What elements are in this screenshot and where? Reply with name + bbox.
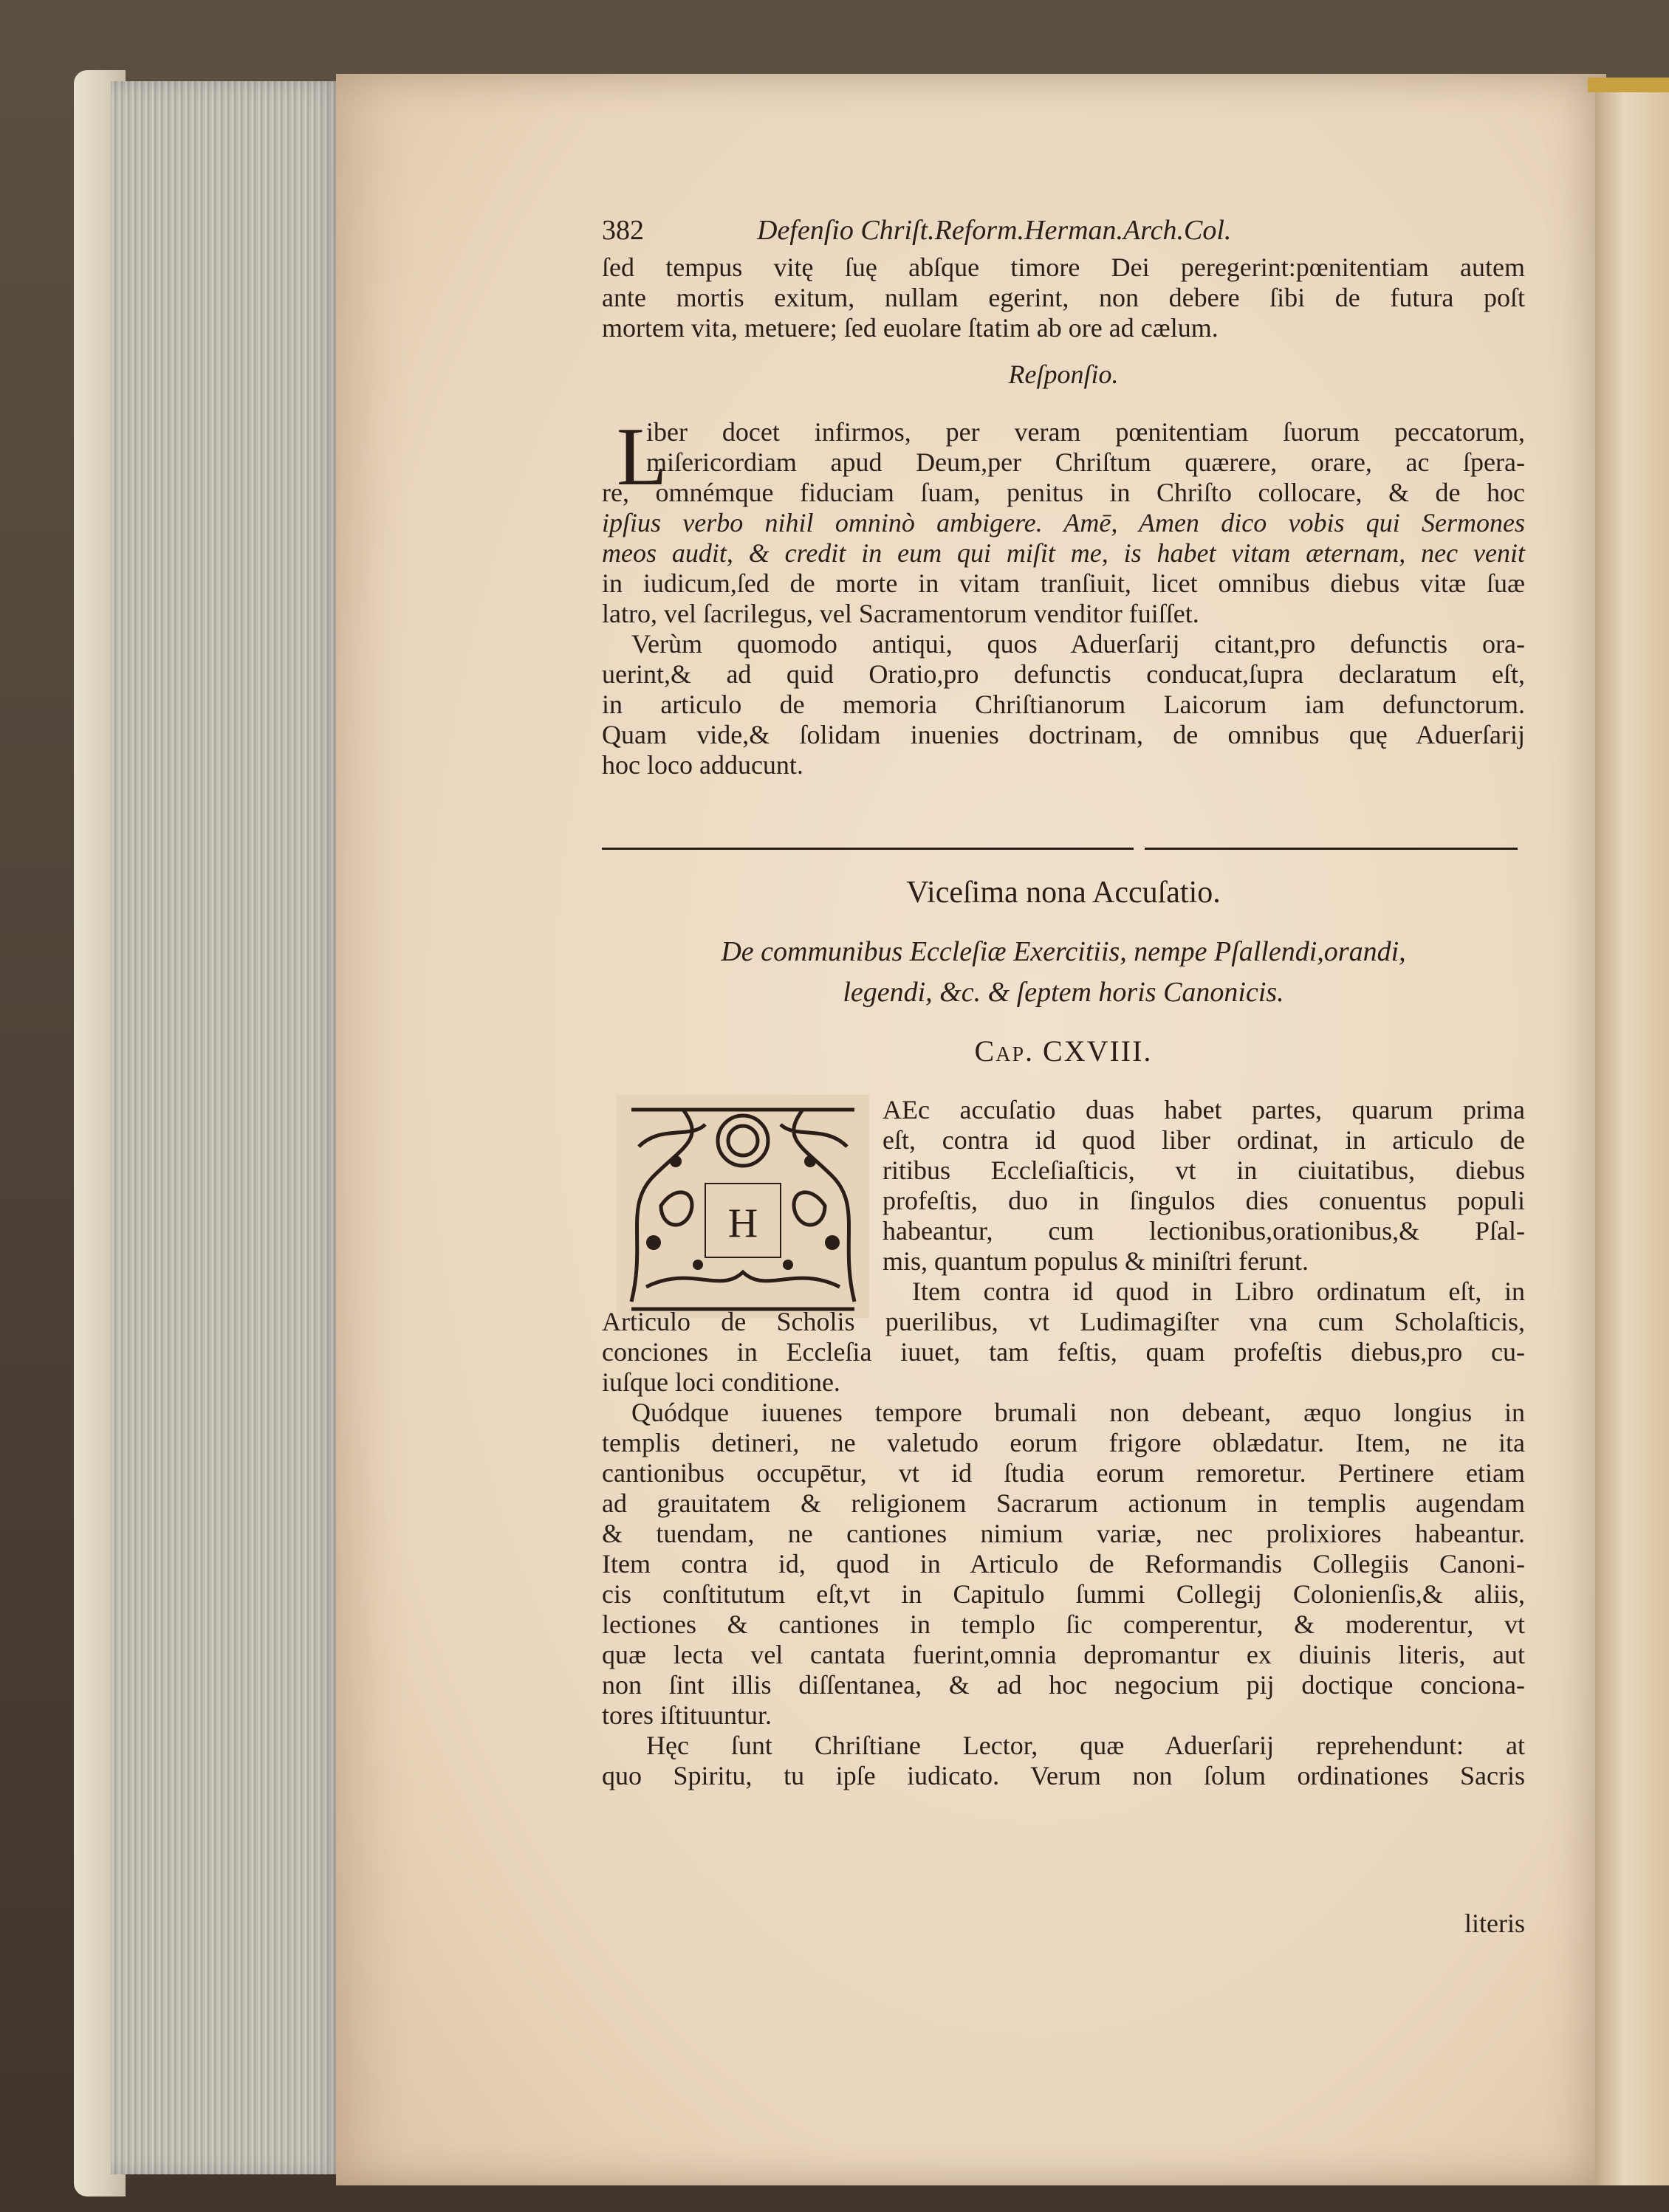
text-line: in iudicum,ſed de morte in vitam tranſiuit, licet omnibus diebus vitæ ſuæ	[602, 569, 1525, 598]
text-block-3-beside-initial	[883, 1095, 1525, 1307]
text-line: ad grauitatem & religionem Sacrarum actionum in templis augendam	[602, 1488, 1525, 1518]
text-line: ſed tempus vitę ſuę abſque timore Dei peregerint:pœnitentiam autem	[602, 253, 1525, 282]
text-line: miſericordiam apud Deum,per Chriſtum quærere, orare, ac ſpera-	[646, 447, 1525, 477]
text-line: tores iſtituuntur.	[602, 1700, 772, 1730]
text-line: cis conſtitutum eſt,vt in Capitulo ſummi Collegij Colonienſis,& aliis,	[602, 1579, 1525, 1609]
text-line: uerint,& ad quid Oratio,pro defunctis conducat,ſupra declaratum eſt,	[602, 659, 1525, 689]
page-number: 382	[602, 215, 644, 246]
ornamental-initial-h	[617, 1095, 869, 1318]
page-header	[602, 214, 1414, 250]
headband	[1588, 78, 1669, 92]
section-subtitle	[602, 932, 1525, 1013]
text-line: templis detineri, ne valetudo eorum frigore oblædatur. Item, ne ita	[602, 1428, 1525, 1457]
text-line: non ſint illis diſſentanea, & ad hoc negocium pij doctique conciona-	[602, 1670, 1525, 1700]
text-line: AEc accuſatio duas habet partes, quarum prima	[883, 1095, 1525, 1124]
text-line: cantionibus occupētur, vt id ſtudia eorum remoretur. Pertinere etiam	[602, 1458, 1525, 1488]
section-title: Viceſima nona Accuſatio.	[906, 876, 1221, 910]
drop-cap-h: H	[727, 1201, 758, 1246]
text-line: iuſque loci conditione.	[602, 1367, 840, 1397]
text-line: Articulo de Scholis puerilibus, vt Ludimagiſter vna cum Scholaſticis,	[602, 1307, 1525, 1336]
text-line: iber docet infirmos, per veram pœnitentiam ſuorum peccatorum,	[646, 417, 1525, 447]
text-line: habeantur, cum lectionibus,orationibus,& Pſal-	[883, 1216, 1525, 1246]
text-line: re, omnémque fiduciam ſuam, penitus in Chriſto collocare, & de hoc	[602, 478, 1525, 507]
chapter-heading: Cap. CXVIII.	[974, 1034, 1153, 1068]
text-line: mortem vita, metuere; ſed euolare ſtatim ab ore ad cælum.	[602, 313, 1219, 343]
text-line: in articulo de memoria Chriſtianorum Laicorum iam defunctorum.	[602, 690, 1525, 719]
catchword: literis	[1464, 1909, 1525, 1938]
text-line: meos audit, & credit in eum qui miſit me, is habet vitam æternam, nec venit	[602, 538, 1525, 568]
drop-cap-l: L	[617, 411, 668, 503]
text-line: ante mortis exitum, nullam egerint, non debere ſibi de futura poſt	[602, 283, 1525, 312]
running-title: Defenſio Chriſt.Reform.Herman.Arch.Col.	[757, 215, 1232, 246]
text-line: ritibus Eccleſiaſticis, vt in ciuitatibus, diebus	[883, 1155, 1525, 1185]
text-line: eſt, contra id quod liber ordinat, in articulo de	[883, 1125, 1525, 1155]
text-line: & tuendam, ne cantiones nimium variæ, nec prolixiores habeantur.	[602, 1519, 1525, 1548]
text-line: hoc loco adducunt.	[602, 750, 803, 780]
text-line: Quódque iuuenes tempore brumali non debeant, æquo longius in	[631, 1398, 1525, 1427]
text-line: latro, vel ſacrilegus, vel Sacramentorum venditor fuiſſet.	[602, 599, 1199, 628]
text-line: Quam vide,& ſolidam inuenies doctrinam, de omnibus quę Aduerſarij	[602, 720, 1525, 749]
text-line: quo Spiritu, tu ipſe iudicato. Verum non ſolum ordinationes Sacris	[602, 1761, 1525, 1790]
responsio-heading: Reſponſio.	[1008, 360, 1119, 389]
facing-page-edge	[1595, 81, 1669, 2185]
text-line: Hęc ſunt Chriſtiane Lector, quæ Aduerſarij reprehendunt: at	[646, 1731, 1525, 1760]
text-line: profeſtis, duo in ſingulos dies conuentus populi	[883, 1186, 1525, 1215]
divider-rule-left	[602, 848, 1134, 850]
text-block-2	[602, 411, 1525, 780]
text-line: Verùm quomodo antiqui, quos Aduerſarij citant,pro defunctis ora-	[631, 629, 1525, 659]
text-line: lectiones & cantiones in templo ſic comperentur, & moderentur, vt	[602, 1610, 1525, 1639]
page-edges	[111, 81, 347, 2174]
text-line: Item contra id, quod in Articulo de Reformandis Collegiis Canoni-	[602, 1549, 1525, 1579]
text-line: Item contra id quod in Libro ordinatum eſt, in	[912, 1277, 1525, 1306]
text-line: quæ lecta vel cantata fuerint,omnia depromantur ex diuinis literis, aut	[602, 1640, 1525, 1669]
text-block-1	[602, 253, 1525, 343]
subtitle-line: legendi, &c. & ſeptem horis Canonicis.	[843, 977, 1284, 1008]
divider-rule-right	[1145, 848, 1518, 850]
text-block-3	[602, 1307, 1525, 1791]
text-line: conciones in Eccleſia iuuet, tam feſtis, quam profeſtis diebus,pro cu-	[602, 1337, 1525, 1367]
subtitle-line: De communibus Eccleſiæ Exercitiis, nempe Pſallendi,orandi,	[721, 936, 1406, 967]
text-line: ipſius verbo nihil omninò ambigere. Amē, Amen dico vobis qui Sermones	[602, 508, 1525, 537]
text-line: mis, quantum populus & miniſtri ferunt.	[883, 1246, 1309, 1276]
